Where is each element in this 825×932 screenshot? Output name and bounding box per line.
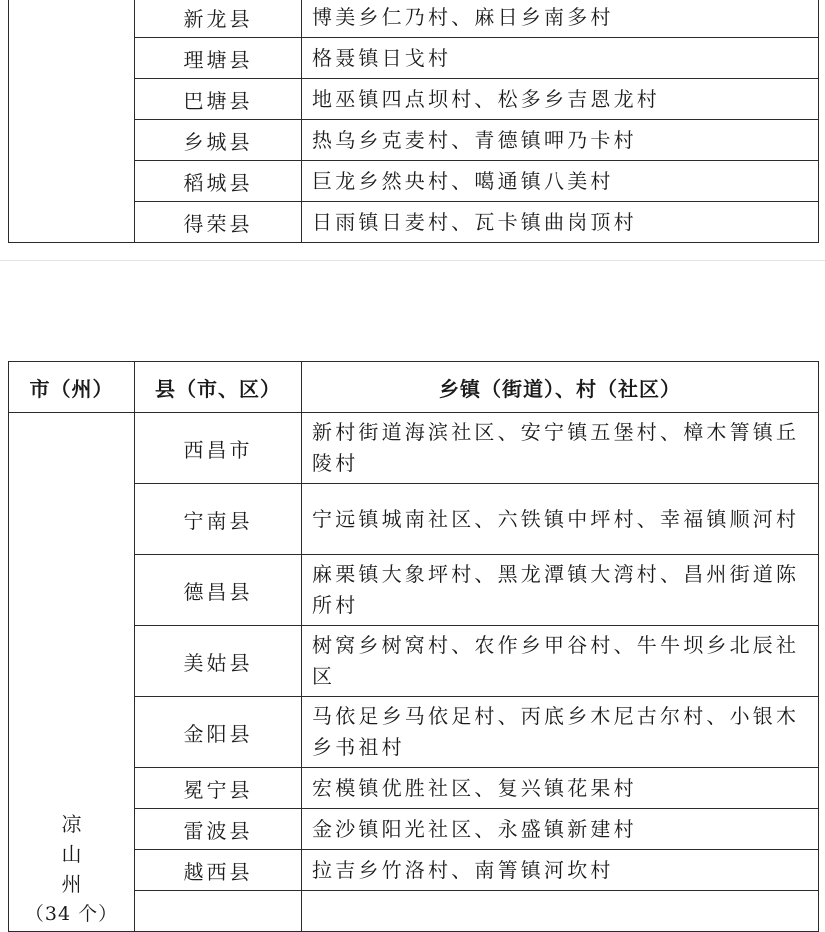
county-cell: 雷波县 <box>135 809 302 850</box>
county-cell: 西昌市 <box>135 413 302 484</box>
top-table <box>8 0 819 243</box>
towns-cell: 树窝乡树窝村、农作乡甲谷村、牛牛坝乡北辰社区 <box>302 626 819 697</box>
header-county: 县（市、区） <box>135 362 302 413</box>
bottom-table <box>8 361 819 932</box>
county-cell: 美姑县 <box>135 626 302 697</box>
city-count: （34 个） <box>24 903 119 925</box>
towns-cell: 宏模镇优胜社区、复兴镇花果村 <box>302 768 819 809</box>
towns-cell: 马依足乡马依足村、丙底乡木尼古尔村、小银木乡书祖村 <box>302 697 819 768</box>
towns-cell: 博美乡仁乃村、麻日乡南多村 <box>302 0 819 38</box>
towns-cell: 格聂镇日戈村 <box>302 38 819 79</box>
city-cell <box>9 413 135 932</box>
page-divider <box>0 260 825 261</box>
county-cell: 巴塘县 <box>135 79 302 120</box>
table-row <box>9 0 819 38</box>
table-row <box>9 413 819 484</box>
county-cell: 乡城县 <box>135 120 302 161</box>
city-name-char: 山 <box>61 842 82 866</box>
county-cell: 稻城县 <box>135 161 302 202</box>
county-cell-cut <box>135 891 302 932</box>
county-cell: 理塘县 <box>135 38 302 79</box>
towns-cell: 宁远镇城南社区、六铁镇中坪村、幸福镇顺河村 <box>302 484 819 555</box>
county-cell: 越西县 <box>135 850 302 891</box>
towns-cell: 地巫镇四点坝村、松多乡吉恩龙村 <box>302 79 819 120</box>
header-towns: 乡镇（街道）、村（社区） <box>302 362 819 413</box>
towns-cell: 拉吉乡竹洛村、南箐镇河坎村 <box>302 850 819 891</box>
city-name-char: 凉 <box>61 812 82 836</box>
towns-cell: 日雨镇日麦村、瓦卡镇曲岗顶村 <box>302 202 819 243</box>
towns-cell: 金沙镇阳光社区、永盛镇新建村 <box>302 809 819 850</box>
towns-cell: 新村街道海滨社区、安宁镇五堡村、樟木箐镇丘陵村 <box>302 413 819 484</box>
county-cell: 新龙县 <box>135 0 302 38</box>
towns-cell: 麻栗镇大象坪村、黑龙潭镇大湾村、昌州街道陈所村 <box>302 555 819 626</box>
county-cell: 德昌县 <box>135 555 302 626</box>
county-cell: 宁南县 <box>135 484 302 555</box>
city-cell-empty <box>9 0 135 243</box>
county-cell: 得荣县 <box>135 202 302 243</box>
header-row <box>9 362 819 413</box>
towns-cell-cut <box>302 891 819 932</box>
county-cell: 金阳县 <box>135 697 302 768</box>
header-city: 市（州） <box>9 362 135 413</box>
city-name-char: 州 <box>61 872 82 896</box>
county-cell: 冕宁县 <box>135 768 302 809</box>
towns-cell: 热乌乡克麦村、青德镇呷乃卡村 <box>302 120 819 161</box>
towns-cell: 巨龙乡然央村、噶通镇八美村 <box>302 161 819 202</box>
